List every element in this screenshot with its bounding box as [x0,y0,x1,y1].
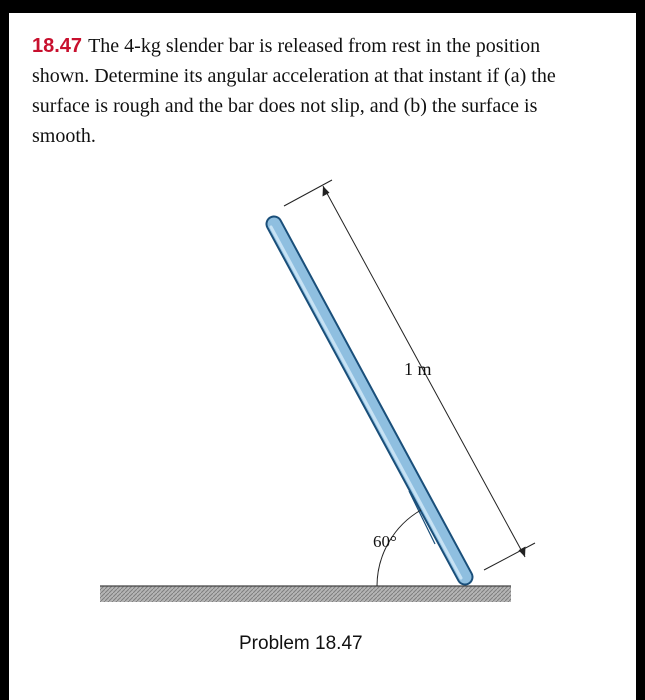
angle-label: 60° [373,532,397,551]
figure-caption: Problem 18.47 [239,633,363,654]
dimension-extension-bottom [484,543,535,570]
dimension-arrow-bottom [519,547,526,558]
dimension-arrow-top [323,186,330,197]
problem-text-body: The 4-kg slender bar is released from rest in the position shown. Determine its angular acceleration at that instant if (a) the surface is rough and the bar does not slip, and (b) the surface is smooth. [32,35,556,147]
ground-surface [100,586,511,602]
bar-highlight [271,227,461,578]
textbook-page [9,13,636,700]
slender-bar [274,224,465,577]
length-label: 1 m [404,359,432,379]
bar-figure [9,13,636,700]
problem-number: 18.47 [32,35,83,57]
